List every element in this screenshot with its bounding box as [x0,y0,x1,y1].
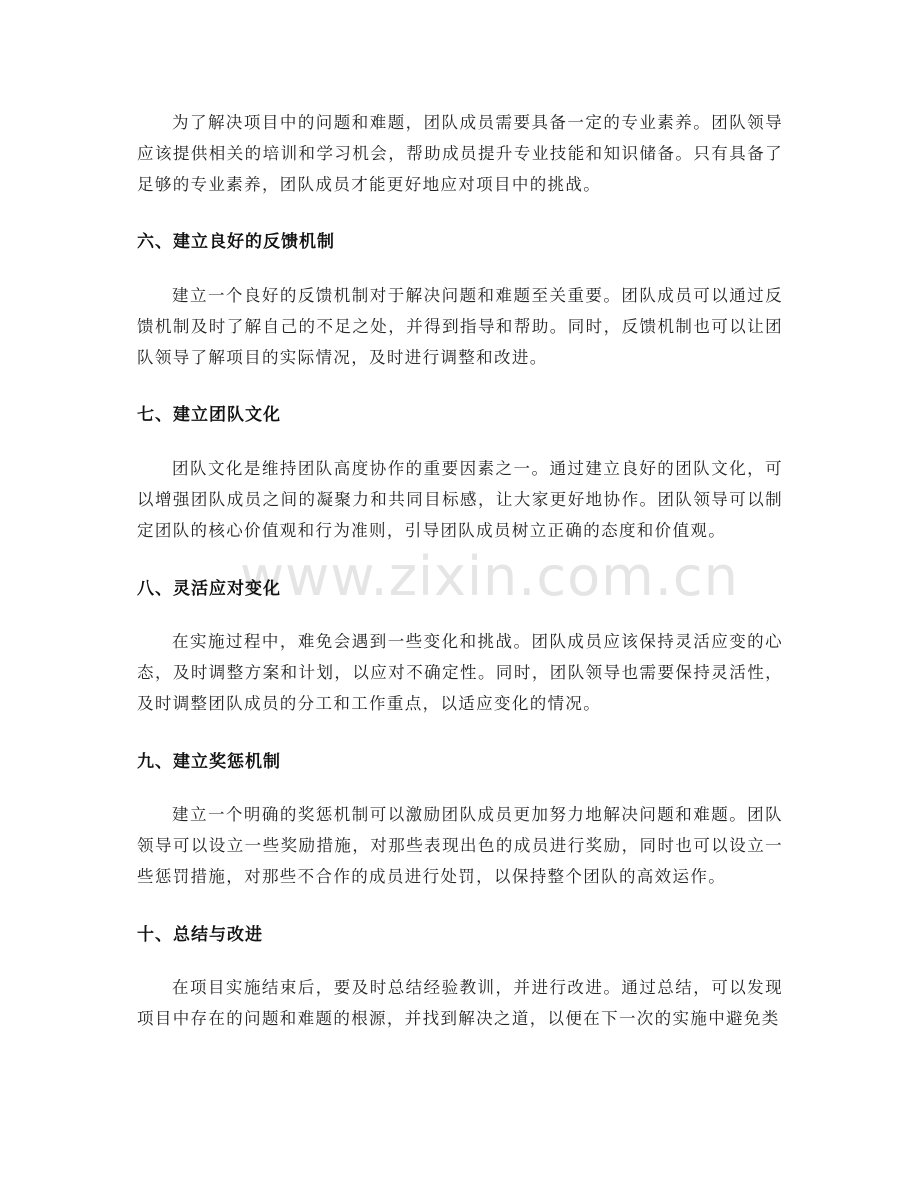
section-body-7: 团队文化是维持团队高度协作的重要因素之一。通过建立良好的团队文化，可以增强团队成员之间的凝聚力和共同目标感，让大家更好地协作。团队领导可以制定团队的核心价值观和行为准则，引导团队成员树立正确的态度和价值观。 [137,459,783,540]
section-body-8: 在实施过程中，难免会遇到一些变化和挑战。团队成员应该保持灵活应变的心态，及时调整方案和计划，以应对不确定性。同时，团队领导也需要保持灵活性，及时调整团队成员的分工和工作重点，以适应变化的情况。 [137,632,783,713]
intro-paragraph: 为了解决项目中的问题和难题，团队成员需要具备一定的专业素养。团队领导应该提供相关的培训和学习机会，帮助成员提升专业技能和知识储备。只有具备了足够的专业素养，团队成员才能更好地应对项目中的挑战。 [137,113,783,194]
section-heading-10: 十、总结与改进 [137,925,263,945]
section-heading-6: 六、建立良好的反馈机制 [137,232,335,252]
section-body-6: 建立一个良好的反馈机制对于解决问题和难题至关重要。团队成员可以通过反馈机制及时了解自己的不足之处，并得到指导和帮助。同时，反馈机制也可以让团队领导了解项目的实际情况，及时进行调整和改进。 [137,286,783,367]
section-body-9: 建立一个明确的奖惩机制可以激励团队成员更加努力地解决问题和难题。团队领导可以设立一些奖励措施，对那些表现出色的成员进行奖励，同时也可以设立一些惩罚措施，对那些不合作的成员进行处罚，以保持整个团队的高效运作。 [137,805,783,886]
section-heading-8: 八、灵活应对变化 [137,579,281,599]
section-heading-7: 七、建立团队文化 [137,405,281,425]
section-heading-9: 九、建立奖惩机制 [137,752,281,772]
watermark: www.zixin.com.cn [240,545,739,608]
section-body-10: 在项目实施结束后，要及时总结经验教训，并进行改进。通过总结，可以发现项目中存在的问题和难题的根源，并找到解决之道，以便在下一次的实施中避免类 [137,978,783,1028]
